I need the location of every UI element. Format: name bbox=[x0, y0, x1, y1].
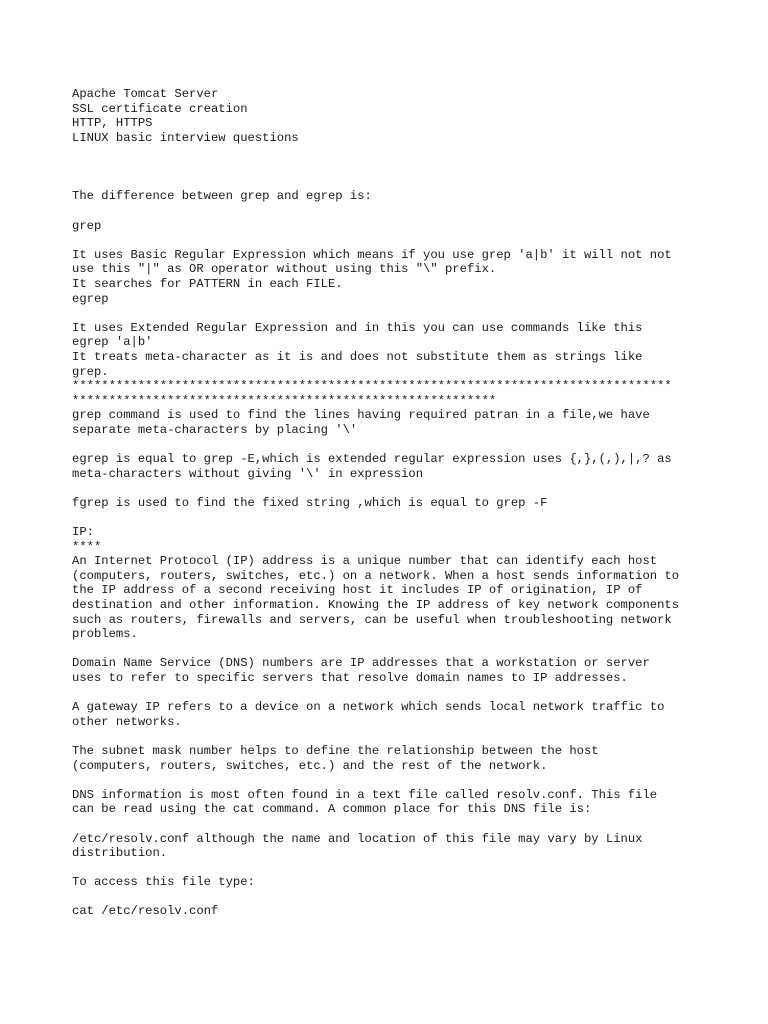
grep-heading: grep bbox=[72, 218, 102, 233]
ip-paragraph: A gateway IP refers to a device on a network which sends local network traffic to other networks. bbox=[72, 700, 665, 729]
ip-paragraph: An Internet Protocol (IP) address is a unique number that can identify each host (computers, routers, switches, etc.) on a network. When a host sends information to the IP address of a second receiving host it includes IP of origination, IP of destination and other information. Knowing the IP address of key network components such as routers, firewalls and servers, can be useful when troubleshooting network problems. bbox=[72, 554, 680, 642]
command-line: cat /etc/resolv.conf bbox=[72, 904, 219, 919]
spacer bbox=[72, 773, 762, 788]
spacer bbox=[72, 233, 762, 248]
note-paragraph: grep command is used to find the lines having required patran in a file,we have separate meta-characters by placing '\' bbox=[72, 408, 650, 437]
spacer bbox=[72, 861, 762, 876]
spacer bbox=[72, 642, 762, 657]
document-page bbox=[72, 87, 762, 919]
header-line: HTTP, HTTPS bbox=[72, 116, 153, 131]
ip-heading: IP: bbox=[72, 525, 94, 540]
note-paragraph: egrep is equal to grep -E,which is extended regular expression uses {,},(,),|,? as meta-characters without giving '\' in expression bbox=[72, 452, 672, 481]
spacer bbox=[72, 145, 762, 189]
ip-paragraph: Domain Name Service (DNS) numbers are IP addresses that a workstation or server uses to refer to specific servers that resolve domain names to IP addresses. bbox=[72, 656, 650, 685]
spacer bbox=[72, 686, 762, 701]
egrep-description: It uses Extended Regular Expression and in this you can use commands like this egrep 'a|b' It treats meta-character as it is and does not substitute them as strings like grep. bbox=[72, 320, 643, 379]
egrep-heading: egrep bbox=[72, 291, 109, 306]
ip-heading-underline: **** bbox=[72, 539, 102, 554]
ip-paragraph: /etc/resolv.conf although the name and location of this file may vary by Linux distribution. bbox=[72, 831, 643, 861]
spacer bbox=[72, 510, 762, 525]
ip-paragraph: DNS information is most often found in a text file called resolv.conf. This file can be read using the cat command. A common place for this DNS file is: bbox=[72, 787, 658, 817]
ip-paragraph: To access this file type: bbox=[72, 875, 255, 890]
spacer bbox=[72, 306, 762, 321]
header-line: SSL certificate creation bbox=[72, 101, 248, 116]
note-paragraph: fgrep is used to find the fixed string ,which is equal to grep -F bbox=[72, 495, 548, 510]
spacer bbox=[72, 729, 762, 744]
spacer bbox=[72, 481, 762, 496]
grep-description: It uses Basic Regular Expression which means if you use grep 'a|b' it will not not use this "|" as OR operator without using this "\" prefix. It searches for PATTERN in each FILE. bbox=[72, 247, 672, 291]
spacer bbox=[72, 817, 762, 832]
spacer bbox=[72, 204, 762, 219]
spacer bbox=[72, 437, 762, 452]
ip-paragraph: The subnet mask number helps to define the relationship between the host (computers, routers, switches, etc.) and the rest of the network. bbox=[72, 743, 599, 773]
header-line: Apache Tomcat Server bbox=[72, 87, 219, 101]
header-line: LINUX basic interview questions bbox=[72, 130, 299, 145]
spacer bbox=[72, 890, 762, 905]
intro-text: The difference between grep and egrep is: bbox=[72, 189, 372, 204]
asterisk-separator: ********************************************************************************** ********************************************************** bbox=[72, 379, 672, 408]
